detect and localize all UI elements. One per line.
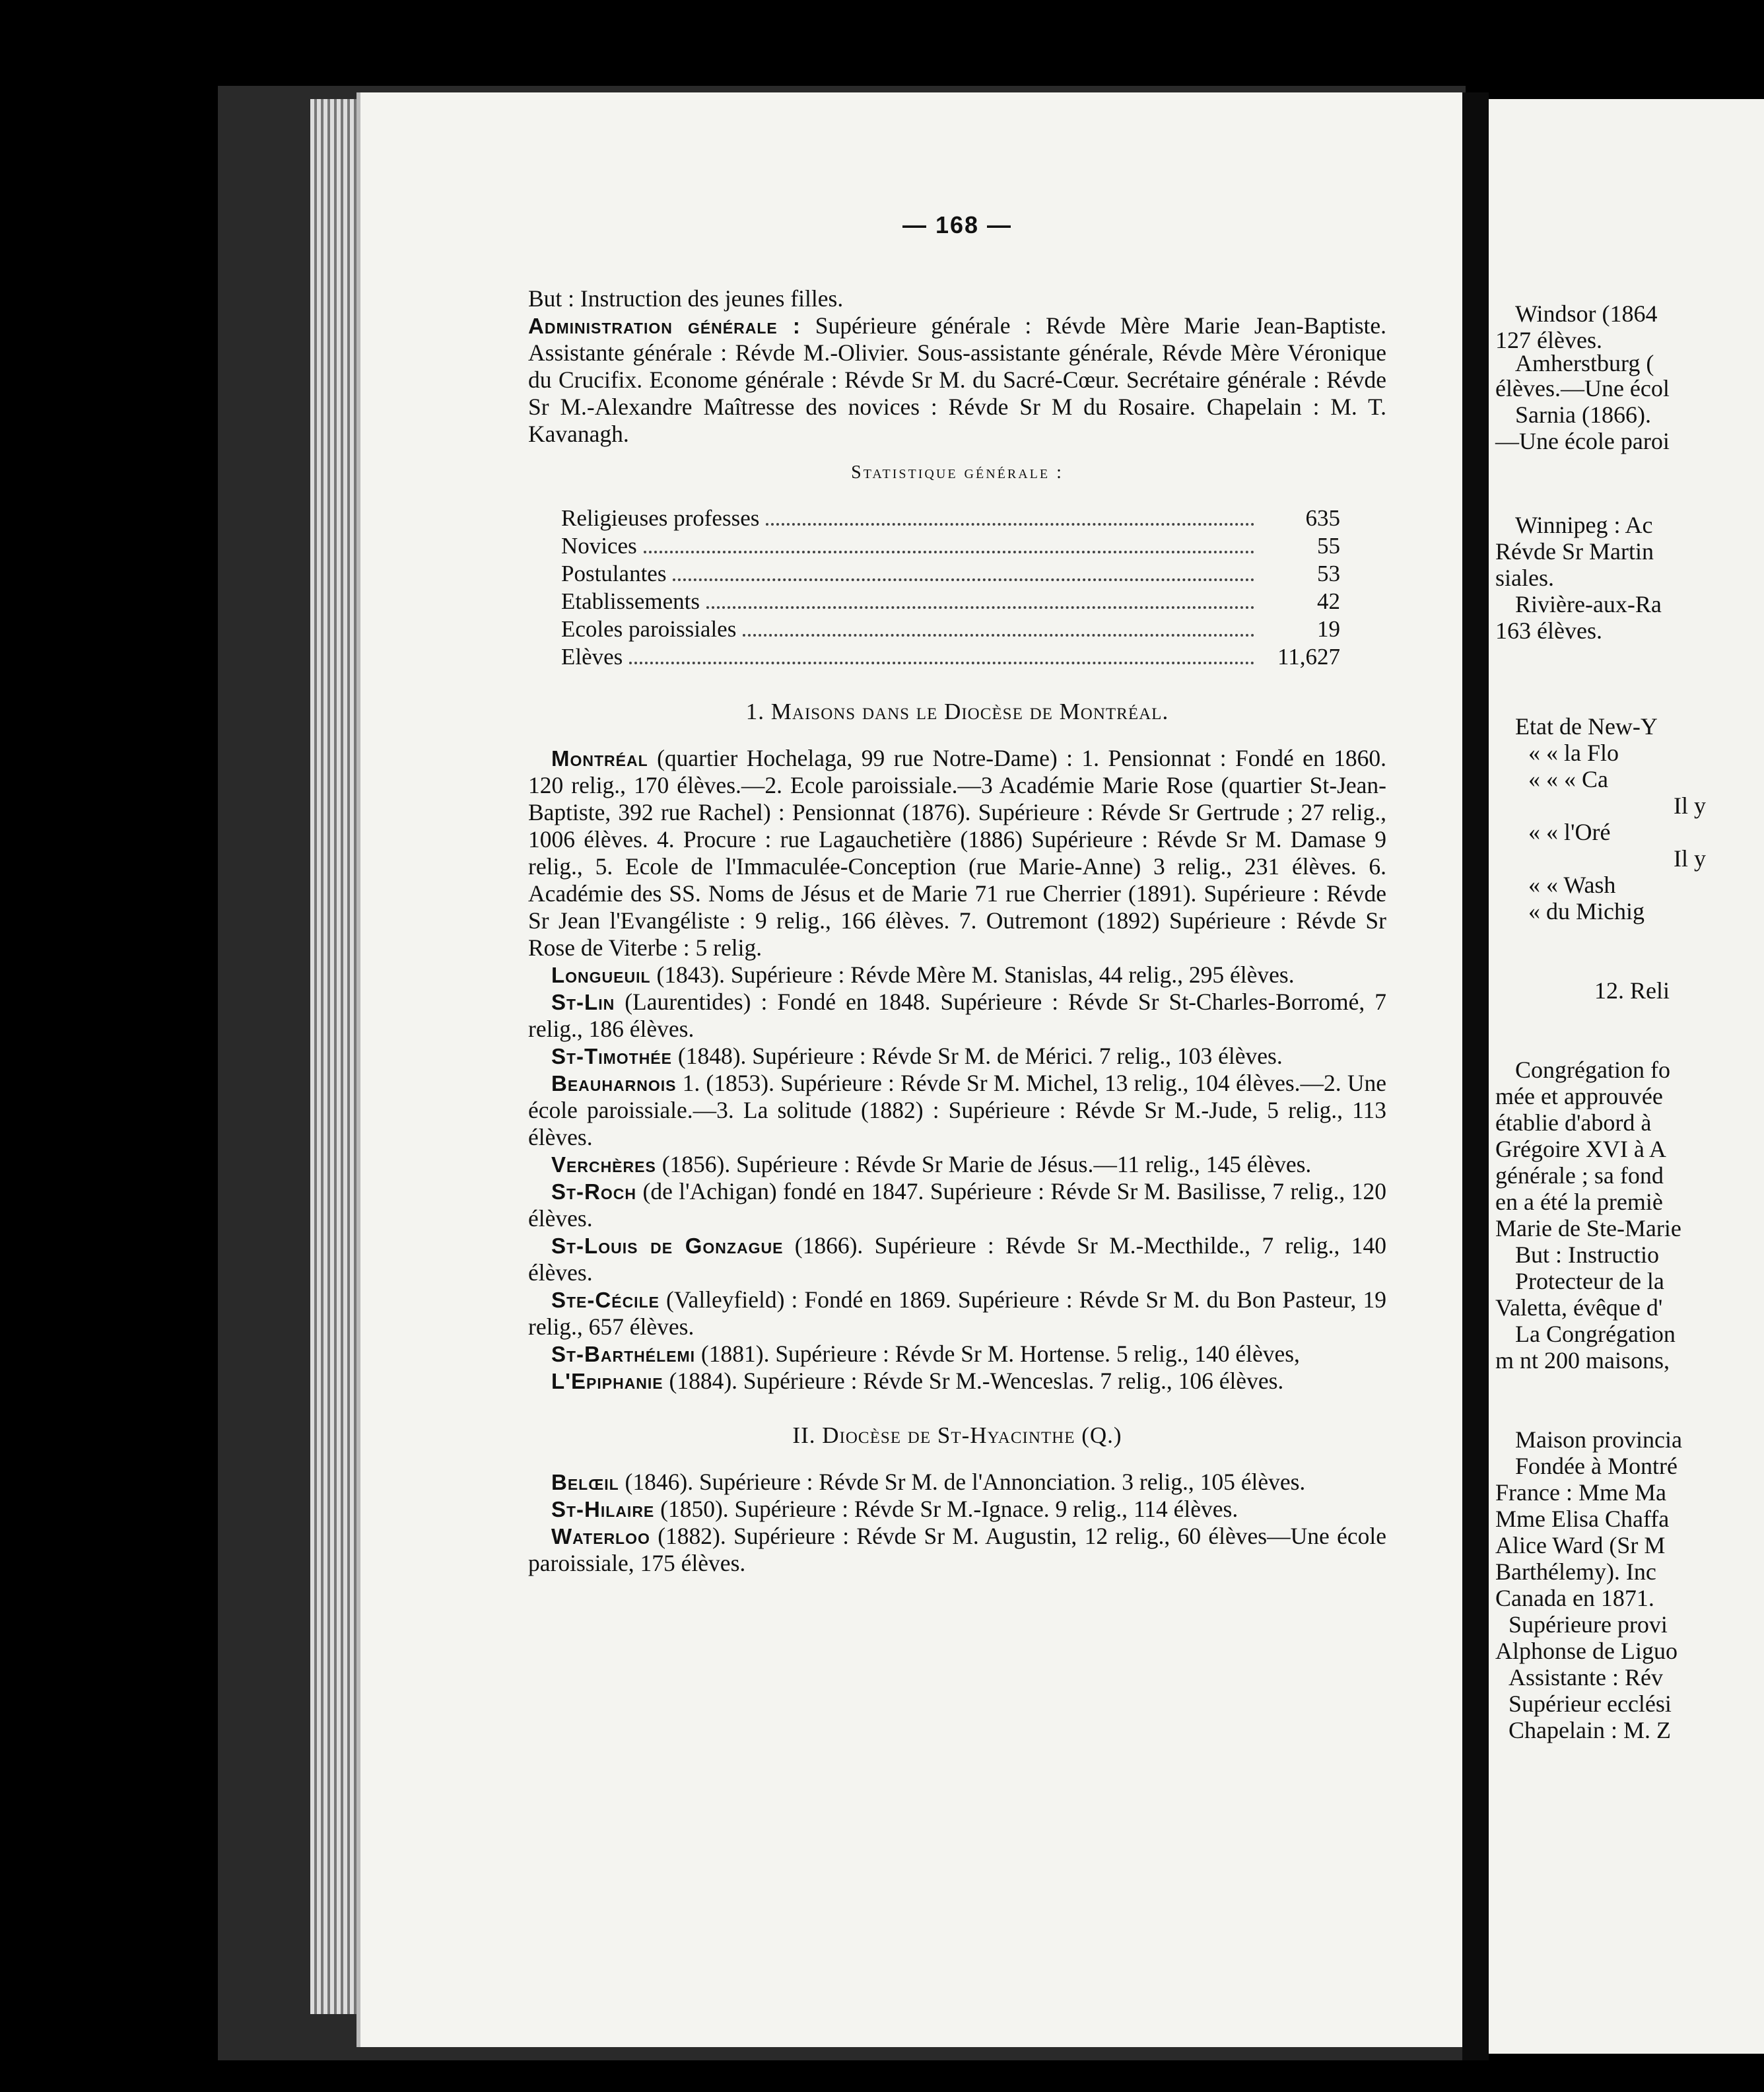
house-entry xyxy=(528,1469,1386,1496)
statistics-value: 19 xyxy=(1317,616,1340,642)
statistics-label: Elèves xyxy=(561,644,623,670)
right-page-line: siales. xyxy=(1495,565,1554,591)
leader-dots xyxy=(706,606,1254,609)
house-name: St-Roch xyxy=(551,1179,636,1204)
statistics-value: 635 xyxy=(1305,505,1340,531)
house-name: St-Louis de Gonzague xyxy=(551,1234,784,1258)
house-name: St-Lin xyxy=(551,990,615,1014)
house-entry xyxy=(528,1151,1386,1178)
right-page-line: —Une école paroi xyxy=(1495,428,1670,454)
right-page-line: « « l'Oré xyxy=(1528,819,1611,845)
statistics-table xyxy=(561,505,1340,671)
right-page-line: 12. Reli xyxy=(1594,977,1670,1004)
house-name: Longueuil xyxy=(551,963,651,987)
statistics-label: Religieuses professes xyxy=(561,505,760,531)
statistics-row xyxy=(561,588,1340,615)
house-name: Waterloo xyxy=(551,1524,650,1549)
right-page-line: mée et approuvée xyxy=(1495,1083,1663,1109)
right-page-line: m nt 200 maisons, xyxy=(1495,1347,1670,1374)
page-edges xyxy=(310,99,363,2014)
right-page-line: Il y xyxy=(1674,845,1706,872)
right-page-line: Canada en 1871. xyxy=(1495,1585,1654,1611)
statistics-label: Postulantes xyxy=(561,561,667,586)
house-details: (1884). Supérieure : Révde Sr M.-Wenceslas. 7 relig., 106 élèves. xyxy=(663,1368,1284,1394)
statistics-row xyxy=(561,560,1340,588)
house-name: Montréal xyxy=(551,746,648,771)
house-details: (Valleyfield) : Fondé en 1869. Supérieure : Révde Sr M. du Bon Pasteur, 19 relig., 657 élèves. xyxy=(528,1286,1386,1340)
right-page-line: Sarnia (1866). xyxy=(1515,401,1651,428)
house-details: (1846). Supérieure : Révde Sr M. de l'Annonciation. 3 relig., 105 élèves. xyxy=(619,1469,1306,1495)
house-entry xyxy=(528,745,1386,961)
right-page-line: Rivière-aux-Ra xyxy=(1515,591,1662,617)
administration-label: Administration générale : xyxy=(528,314,801,338)
statistics-value: 55 xyxy=(1317,533,1340,559)
house-details: (1843). Supérieure : Révde Mère M. Stanislas, 44 relig., 295 élèves. xyxy=(650,961,1295,988)
right-page-line: établie d'abord à xyxy=(1495,1109,1652,1136)
statistics-label: Novices xyxy=(561,533,637,559)
right-page-line: Alphonse de Liguo xyxy=(1495,1638,1678,1664)
house-entry xyxy=(528,1341,1386,1368)
statistics-row xyxy=(561,532,1340,560)
right-page-line: Valetta, évêque d' xyxy=(1495,1294,1663,1321)
house-name: Beauharnois xyxy=(551,1071,677,1096)
statistics-value: 42 xyxy=(1317,588,1340,614)
house-name: L'Epiphanie xyxy=(551,1369,663,1393)
house-entry xyxy=(528,1368,1386,1395)
house-entry xyxy=(528,1070,1386,1151)
house-name: Belœil xyxy=(551,1470,619,1494)
statistics-row xyxy=(561,615,1340,643)
right-page-line: Il y xyxy=(1674,792,1706,819)
statistics-title: Statistique générale : xyxy=(851,462,1064,483)
right-page-line: en a été la premiè xyxy=(1495,1189,1663,1215)
house-details: (Laurentides) : Fondé en 1848. Supérieure : Révde Sr St-Charles-Borromé, 7 relig., 186 élèves. xyxy=(528,989,1386,1042)
house-entry xyxy=(528,1232,1386,1286)
right-page-line: Etat de New-Y xyxy=(1515,713,1658,740)
leader-dots xyxy=(673,578,1254,581)
right-page-line: 127 élèves. xyxy=(1495,327,1602,353)
left-page-text xyxy=(528,211,1386,1577)
right-page-line: Grégoire XVI à A xyxy=(1495,1136,1666,1162)
right-page-line: La Congrégation xyxy=(1515,1321,1676,1347)
statistics-value: 53 xyxy=(1317,561,1340,586)
house-entry xyxy=(528,1523,1386,1577)
right-page-line: Supérieure provi xyxy=(1509,1611,1668,1638)
right-page-line: 163 élèves. xyxy=(1495,617,1602,644)
house-entry xyxy=(528,1286,1386,1341)
right-page-line: France : Mme Ma xyxy=(1495,1479,1666,1506)
right-page-fragment xyxy=(1489,99,1764,2054)
house-details: (1850). Supérieure : Révde Sr M.-Ignace. 9 relig., 114 élèves. xyxy=(654,1496,1238,1522)
house-entry xyxy=(528,1043,1386,1070)
right-page-line: Supérieur ecclési xyxy=(1509,1691,1672,1717)
book-gutter xyxy=(1462,92,1489,2060)
right-page-line: Maison provincia xyxy=(1515,1426,1682,1453)
right-page-line: Amherstburg ( xyxy=(1515,350,1654,376)
house-details: (1856). Supérieure : Révde Sr Marie de Jésus.—11 relig., 145 élèves. xyxy=(656,1151,1312,1177)
house-name: Verchères xyxy=(551,1152,656,1177)
right-page-line: « « Wash xyxy=(1528,872,1616,898)
section-2-title: II. Diocèse de St-Hyacinthe (Q.) xyxy=(792,1422,1122,1448)
right-page-line: Mme Elisa Chaffa xyxy=(1495,1506,1670,1532)
section-1-title: 1. Maisons dans le Diocèse de Montréal. xyxy=(745,699,1169,724)
statistics-value: 11,627 xyxy=(1277,644,1340,670)
house-name: Ste-Cécile xyxy=(551,1288,660,1312)
house-details: 1. (1853). Supérieure : Révde Sr M. Michel, 13 relig., 104 élèves.—2. Une école paroissiale.—3. La solitude (1882) : Supérieure : Révde Sr M.-Jude, 5 relig., 113 élèves. xyxy=(528,1070,1386,1150)
statistics-row xyxy=(561,643,1340,671)
house-entry xyxy=(528,1496,1386,1523)
statistics-label: Ecoles paroissiales xyxy=(561,616,737,642)
right-page-line: « « « Ca xyxy=(1528,766,1608,792)
leader-dots xyxy=(644,551,1254,553)
section-1-entries xyxy=(528,745,1386,1395)
right-page-line: Winnipeg : Ac xyxy=(1515,512,1653,538)
right-page-line: But : Instructio xyxy=(1515,1241,1659,1268)
leader-dots xyxy=(766,523,1254,526)
house-name: St-Timothée xyxy=(551,1044,672,1068)
house-details: (de l'Achigan) fondé en 1847. Supérieure : Révde Sr M. Basilisse, 7 relig., 120 élèves. xyxy=(528,1178,1386,1232)
leader-dots xyxy=(743,634,1254,637)
house-entry xyxy=(528,1178,1386,1232)
leader-dots xyxy=(629,662,1254,664)
administration-text: Supérieure générale : Révde Mère Marie Jean-Baptiste. Assistante générale : Révde M.-Olivier. Sous-assistante générale, Révde Mère Véronique du Crucifix. Econome générale : Révde Sr M. du Sacré-Cœur. Secrétaire générale : Révde Sr M.-Alexandre Maîtresse des novices : Révde Sr M du Rosaire. Chapelain : M. T. Kavanagh. xyxy=(528,312,1387,447)
statistics-label: Etablissements xyxy=(561,588,700,614)
right-page-line: Révde Sr Martin xyxy=(1495,538,1654,565)
house-entry xyxy=(528,961,1386,989)
house-entry xyxy=(528,989,1386,1043)
page-number: — 168 — xyxy=(902,211,1013,238)
house-name: St-Hilaire xyxy=(551,1497,655,1521)
right-page-line: Windsor (1864 xyxy=(1515,300,1658,327)
intro-purpose: But : Instruction des jeunes filles. xyxy=(528,285,844,312)
house-details: (1881). Supérieure : Révde Sr M. Hortense. 5 relig., 140 élèves, xyxy=(695,1341,1300,1367)
house-details: (1866). Supérieure : Révde Sr M.-Mecthilde., 7 relig., 140 élèves. xyxy=(528,1232,1386,1286)
right-page-line: Protecteur de la xyxy=(1515,1268,1664,1294)
right-page-line: Chapelain : M. Z xyxy=(1509,1717,1671,1743)
right-page-line: « du Michig xyxy=(1528,898,1645,924)
house-details: (quartier Hochelaga, 99 rue Notre-Dame) : 1. Pensionnat : Fondé en 1860. 120 relig., 170 élèves.—2. Ecole paroissiale.—3 Académie Marie Rose (quartier St-Jean-Baptiste, 392 rue Rachel) : Pensionnat (1876). Supérieure : Révde Sr Gertrude ; 27 relig., 1006 élèves. 4. Procure : rue Lagauchetière (1886) Supérieure : Révde Sr M. Damase 9 relig., 5. Ecole de l'Immaculée-Conception (rue Marie-Anne) 3 relig., 231 élèves. 6. Académie des SS. Noms de Jésus et de Marie 71 rue Cherrier (1891). Supérieure : Révde Sr Jean l'Evangéliste : 9 relig., 166 élèves. 7. Outremont (1892) Supérieure : Révde Sr Rose de Viterbe : 5 relig. xyxy=(528,745,1386,961)
house-name: St-Barthélemi xyxy=(551,1342,696,1366)
right-page-line: Assistante : Rév xyxy=(1509,1664,1663,1691)
right-page-line: élèves.—Une écol xyxy=(1495,375,1670,401)
administration-paragraph xyxy=(528,312,1386,448)
right-page-line: Congrégation fo xyxy=(1515,1057,1670,1083)
right-page-line: Fondée à Montré xyxy=(1515,1453,1678,1479)
house-details: (1848). Supérieure : Révde Sr M. de Mérici. 7 relig., 103 élèves. xyxy=(672,1043,1283,1069)
right-page-line: Barthélemy). Inc xyxy=(1495,1558,1656,1585)
house-details: (1882). Supérieure : Révde Sr M. Augustin, 12 relig., 60 élèves—Une école paroissiale, 175 élèves. xyxy=(528,1523,1386,1576)
section-2-entries xyxy=(528,1469,1386,1577)
right-page-line: générale ; sa fond xyxy=(1495,1162,1664,1189)
right-page-line: Marie de Ste-Marie xyxy=(1495,1215,1681,1241)
statistics-row xyxy=(561,505,1340,532)
right-page-line: « « la Flo xyxy=(1528,740,1619,766)
right-page-line: Alice Ward (Sr M xyxy=(1495,1532,1666,1558)
